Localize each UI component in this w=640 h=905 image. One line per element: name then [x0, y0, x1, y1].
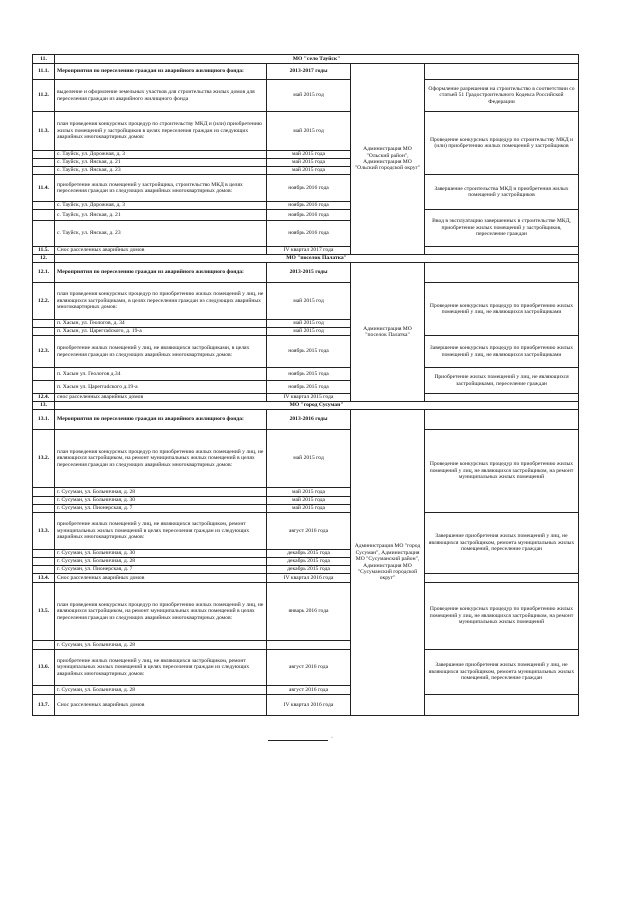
address-text: г. Сусуман, ул. Больничная, д. 30 — [55, 497, 267, 505]
row-number — [33, 202, 55, 210]
address-text: п. Хасын ул. Царегradского д.19-а — [55, 381, 267, 394]
row-number: 13.1. — [33, 410, 55, 430]
address-text: п. Хасын, ул. Геологов, д. 34 — [55, 320, 267, 328]
address-text: г. Сусуман, ул. Больничная, д. 28 — [55, 686, 267, 695]
address-text: г. Сусуман, ул. Больничная, д. 28 — [55, 488, 267, 497]
deadline: август 2016 года — [267, 650, 351, 686]
expected-result: Проведение конкурсных процедур по строительству МКД и (или) приобретению жилых помещений у застройщиков — [425, 112, 579, 175]
deadline: май 2015 года — [267, 151, 351, 159]
deadline: декабрь 2015 года — [267, 566, 351, 574]
measure-row — [33, 695, 579, 716]
measure-row — [33, 263, 579, 283]
section-title: МО "город Сусуман" — [55, 402, 579, 410]
deadline — [267, 641, 351, 650]
measure-text: Мероприятия по переселению граждан из аварийного жилищного фонда: — [55, 263, 267, 283]
address-text: г. Сусуман, ул. Больничная, д. 28 — [55, 558, 267, 566]
expected-result — [425, 410, 579, 430]
expected-result — [425, 394, 579, 402]
address-text: с. Тауйск, ул. Янская, д. 21 — [55, 210, 267, 221]
address-row — [33, 368, 579, 381]
address-text: п. Хасын ул. Геологов д.34 — [55, 368, 267, 381]
deadline: май 2015 год — [267, 80, 351, 112]
measure-row — [33, 650, 579, 686]
measure-text: план проведения конкурсных процедур по приобретению жилых помещений у лиц, не являющихся застройщиком, на ремонт муниципальных жилых помещений в целях переселения граждан из следующих аварийных многоквартирных домов: — [55, 583, 267, 641]
measure-text: выделение и оформление земельных участков для строительства жилых домов для переселения граждан из аварийного жилищного фонда — [55, 80, 267, 112]
row-number — [33, 221, 55, 247]
address-text: с. Тауйск, ул. Дорожная, д. 3 — [55, 151, 267, 159]
row-number — [33, 151, 55, 159]
expected-result: Завершение строительства МКД и приобретения жилых помещений у застройщиков — [425, 175, 579, 210]
row-number — [33, 497, 55, 505]
address-text: г. Сусуман, ул. Больничная, д. 28 — [55, 641, 267, 650]
expected-result: Приобретение жилых помещений у лиц, не являющихся застройщиками, переселение граждан — [425, 368, 579, 394]
address-text: г. Сусуман, ул. Пионерская, д. 7 — [55, 505, 267, 513]
expected-result: Проведение конкурсных процедур по приобретению жилых помещений у лиц, не являющихся застройщиками — [425, 283, 579, 336]
deadline: декабрь 2015 года — [267, 558, 351, 566]
row-number: 12.3. — [33, 336, 55, 368]
action-plan-table — [32, 54, 579, 716]
measure-row — [33, 394, 579, 402]
deadline: IV квартал 2016 года — [267, 574, 351, 583]
deadline: август 2016 года — [267, 513, 351, 550]
measure-row — [33, 430, 579, 488]
deadline: август 2016 года — [267, 686, 351, 695]
responsible-executor: Администрация МО "поселок Палатка" — [351, 263, 425, 402]
row-number: 11.3. — [33, 112, 55, 151]
deadline: декабрь 2015 года — [267, 550, 351, 558]
row-number: 11.5. — [33, 247, 55, 255]
expected-result: Оформление разрешения на строительство в соответствии со статьей 51 Градостроительного Кодекса Российской Федерации — [425, 80, 579, 112]
section-row — [33, 55, 579, 64]
row-number — [33, 381, 55, 394]
row-number: 13.6. — [33, 650, 55, 686]
expected-result — [425, 64, 579, 80]
deadline: IV квартал 2016 года — [267, 695, 351, 716]
row-number: 12.1. — [33, 263, 55, 283]
address-text: г. Сусуман, ул. Больничная, д. 30 — [55, 550, 267, 558]
measure-text: Мероприятия по переселению граждан из аварийного жилищного фонда: — [55, 64, 267, 80]
measure-text: приобретение жилых помещений у лиц, не являющихся застройщиком, ремонт муниципальных жилых помещений в целях переселения граждан из следующих аварийных многоквартирных домов: — [55, 650, 267, 686]
deadline: ноябрь 2016 года — [267, 221, 351, 247]
deadline: май 2015 год — [267, 430, 351, 488]
address-text: г. Сусуман, ул. Пионерская, д. 7 — [55, 566, 267, 574]
measure-row — [33, 80, 579, 112]
deadline: 2013-2015 годы — [267, 263, 351, 283]
expected-result: Ввод в эксплуатацию завершенных в строительстве МКД, приобретение жилых помещений у застройщиков, переселение граждан — [425, 210, 579, 247]
deadline: май 2015 года — [267, 167, 351, 175]
measure-row — [33, 175, 579, 202]
deadline: май 2015 года — [267, 505, 351, 513]
measure-text: приобретение жилых помещений у лиц, не являющихся застройщиком, ремонт муниципальных жилых помещений в целях переселения граждан из следующих аварийных многоквартирных домов: — [55, 513, 267, 550]
row-number — [33, 488, 55, 497]
row-number: 13.5. — [33, 583, 55, 641]
deadline: 2013-2016 годы — [267, 410, 351, 430]
deadline: май 2015 года — [267, 159, 351, 167]
measure-text: Снос расселенных аварийных домов — [55, 695, 267, 716]
action-plan-body — [33, 55, 579, 716]
expected-result — [425, 574, 579, 583]
section-title: МО "село Тауйск" — [55, 55, 579, 64]
measure-row — [33, 513, 579, 550]
row-number — [33, 558, 55, 566]
measure-text: приобретение жилых помещений у лиц, не являющихся застройщиками, в целях переселения граждан из следующих аварийных многоквартирных домов: — [55, 336, 267, 368]
section-row — [33, 402, 579, 410]
expected-result — [425, 263, 579, 283]
responsible-executor: Администрация МО "Ольский район", Администрация МО "Ольский городской округ" — [351, 64, 425, 255]
section-number: 13. — [33, 402, 55, 410]
address-text: с. Тауйск, ул. Янская, д. 23 — [55, 221, 267, 247]
deadline: май 2015 год — [267, 320, 351, 328]
expected-result: Проведение конкурсных процедур по приобретению жилых помещений у лиц, не являющихся застройщиком, на ремонт муниципальных жилых помещений — [425, 430, 579, 513]
deadline: май 2015 года — [267, 488, 351, 497]
deadline: 2013-2017 годы — [267, 64, 351, 80]
row-number — [33, 167, 55, 175]
deadline: январь 2016 года — [267, 583, 351, 641]
row-number — [33, 210, 55, 221]
row-number: 12.4. — [33, 394, 55, 402]
address-text: п. Хасын, ул. Царегradского, д. 19-а — [55, 328, 267, 336]
responsible-executor: Администрация МО "город Сусуман", Администрация МО "Сусуманский район", Администрация МО "Сусуманский городской округ" — [351, 410, 425, 716]
deadline: IV квартал 2017 года — [267, 247, 351, 255]
deadline: IV квартал 2015 года — [267, 394, 351, 402]
row-number: 13.3. — [33, 513, 55, 550]
expected-result — [425, 695, 579, 716]
measure-row — [33, 336, 579, 368]
row-number: 13.4. — [33, 574, 55, 583]
row-number — [33, 320, 55, 328]
measure-text: план проведения конкурсных процедур по строительству МКД и (или) приобретению жилых помещений у застройщиков в целях переселения граждан из следующих аварийных многоквартирных домов: — [55, 112, 267, 151]
measure-text: план проведения конкурсных процедур по приобретению жилых помещений у лиц, не являющихся застройщиками, в целях переселения граждан из следующих аварийных многоквартирных домов: — [55, 283, 267, 320]
address-text: с. Тауйск, ул. Янская, д. 21 — [55, 159, 267, 167]
deadline: ноябрь 2015 года — [267, 381, 351, 394]
measure-text: Снос расселенных аварийных домов — [55, 247, 267, 255]
row-number — [33, 641, 55, 650]
row-number — [33, 686, 55, 695]
measure-row — [33, 583, 579, 641]
page-end-line — [268, 740, 328, 741]
row-number: 11.2. — [33, 80, 55, 112]
deadline: май 2015 год — [267, 328, 351, 336]
section-number: 11. — [33, 55, 55, 64]
measure-text: Снос расселенных аварийных домов — [55, 574, 267, 583]
address-text: с. Тауйск, ул. Дорожная, д. 3 — [55, 202, 267, 210]
deadline: май 2015 год — [267, 112, 351, 151]
page-end-mark: · — [331, 735, 333, 741]
row-number: 11.1. — [33, 64, 55, 80]
measure-row — [33, 112, 579, 151]
measure-text: план проведения конкурсных процедур по приобретению жилых помещений у лиц, не являющихся застройщиком, на ремонт муниципальных жилых помещений в целях переселения граждан из следующих аварийных многоквартирных домов: — [55, 430, 267, 488]
measure-row — [33, 247, 579, 255]
measure-text: снос расселенных аварийных домов — [55, 394, 267, 402]
row-number — [33, 550, 55, 558]
measure-row — [33, 410, 579, 430]
address-text: с. Тауйск, ул. Янская, д. 23 — [55, 167, 267, 175]
row-number — [33, 368, 55, 381]
row-number — [33, 328, 55, 336]
row-number — [33, 159, 55, 167]
measure-row — [33, 64, 579, 80]
row-number — [33, 566, 55, 574]
section-title: МО "поселок Палатка" — [55, 255, 579, 263]
row-number: 13.2. — [33, 430, 55, 488]
deadline: ноябрь 2016 года — [267, 210, 351, 221]
expected-result: Завершение конкурсных процедур по приобретению жилых помещений у лиц, не являющихся застройщиками — [425, 336, 579, 368]
address-row — [33, 210, 579, 221]
deadline: ноябрь 2015 года — [267, 336, 351, 368]
row-number: 12.2. — [33, 283, 55, 320]
measure-row — [33, 283, 579, 320]
deadline: май 2015 года — [267, 497, 351, 505]
expected-result — [425, 247, 579, 255]
deadline: ноябрь 2016 года — [267, 202, 351, 210]
row-number: 11.4. — [33, 175, 55, 202]
expected-result: Завершение приобретения жилых помещений у лиц, не являющихся застройщиком, ремонта муниципальных жилых помещений, переселение граждан — [425, 513, 579, 574]
measure-row — [33, 574, 579, 583]
expected-result: Проведение конкурсных процедур по приобретению жилых помещений у лиц, не являющихся застройщиком, на ремонт муниципальных жилых помещений — [425, 583, 579, 650]
deadline: ноябрь 2016 года — [267, 175, 351, 202]
row-number: 13.7. — [33, 695, 55, 716]
deadline: май 2015 год — [267, 283, 351, 320]
measure-text: Мероприятия по переселению граждан из аварийного жилищного фонда: — [55, 410, 267, 430]
section-row — [33, 255, 579, 263]
expected-result: Завершение приобретения жилых помещений у лиц, не являющихся застройщиком, ремонта муниципальных жилых помещений, переселение граждан — [425, 650, 579, 695]
measure-text: приобретение жилых помещений у застройщика, строительство МКД в целях переселения граждан из следующих аварийных многоквартирных домов: — [55, 175, 267, 202]
deadline: ноябрь 2015 года — [267, 368, 351, 381]
row-number — [33, 505, 55, 513]
section-number: 12. — [33, 255, 55, 263]
